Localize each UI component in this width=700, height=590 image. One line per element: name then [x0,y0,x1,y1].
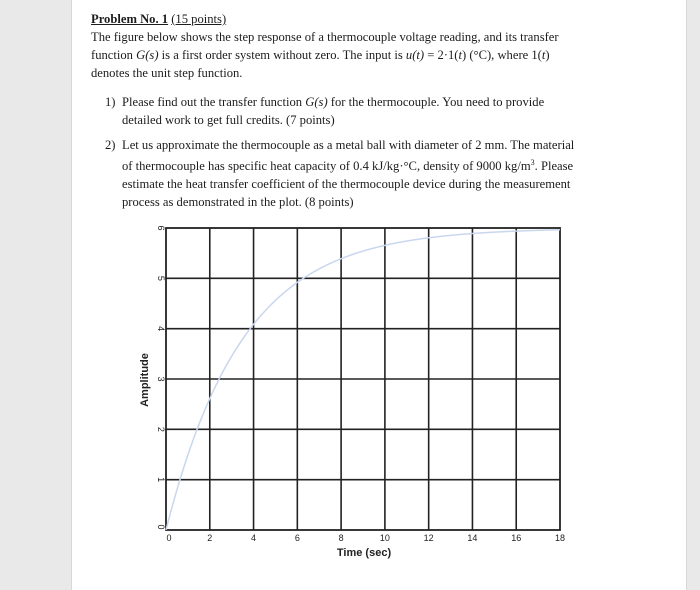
y-tick-label: 0 [156,524,166,530]
chart-ticks [156,225,565,543]
chart-grid [166,228,560,530]
intro-gs: G(s) [136,48,159,62]
x-tick-label: 0 [166,533,172,543]
intro-text: function [91,48,137,62]
y-tick-label: 5 [156,275,166,281]
x-tick-label: 8 [338,533,344,543]
x-tick-label: 4 [251,533,257,543]
question-1-line-2: detailed work to get full credits. (7 points) [122,113,335,127]
question-2-line-3: estimate the heat transfer coefficient of the thermocouple device during the measurement [122,177,571,192]
q1-text: Please find out the transfer function [122,95,306,109]
q2-text: . Please [534,159,574,174]
question-number: 2) [105,138,116,152]
q1-text: for the thermocouple. You need to provide [327,95,545,109]
y-tick-label: 2 [156,426,166,432]
y-tick-label: 6 [156,225,166,231]
intro-text: = 2·1( [424,48,459,62]
intro-line-1: The figure below shows the step response of a thermocouple voltage reading, and its transfer [91,30,559,44]
intro-t: t [541,48,546,62]
q2-sup: 3 [530,158,535,167]
question-2-line-1: Let us approximate the thermocouple as a metal ball with diameter of 2 mm. The material [122,138,575,152]
x-tick-label: 6 [294,533,300,543]
y-tick-label: 1 [156,477,166,483]
y-tick-label: 3 [156,376,166,382]
y-tick-label: 4 [156,326,166,332]
x-tick-label: 18 [554,533,566,543]
q2-text: of thermocouple has specific heat capacity of 0.4 kJ/kg·°C, density of 9000 kg/m [122,159,531,174]
intro-line-3: denotes the unit step function. [91,66,243,80]
y-axis-label: Amplitude [139,353,151,407]
question-2-line-4: process as demonstrated in the plot. (8 points) [122,195,354,210]
x-tick-label: 2 [207,533,213,543]
intro-text: ) (°C), where 1( [462,48,542,62]
intro-text: is a first order system without zero. The input is [158,48,406,62]
intro-t: t [458,48,462,62]
step-response-line [166,230,560,530]
intro-text: ) [545,48,550,62]
question-number: 1) [105,95,116,109]
x-tick-label: 16 [511,533,522,543]
chart-curve-layer [166,230,560,530]
x-tick-label: 12 [423,533,434,543]
x-tick-label: 10 [379,533,390,543]
problem-title-prefix: Problem No. 1 [91,12,169,26]
q1-gs: G(s) [305,95,328,109]
x-axis-label: Time (sec) [336,547,392,559]
intro-ut: u(t) [405,48,425,62]
x-tick-label: 14 [467,533,478,543]
problem-title-points: (15 points) [171,12,227,26]
